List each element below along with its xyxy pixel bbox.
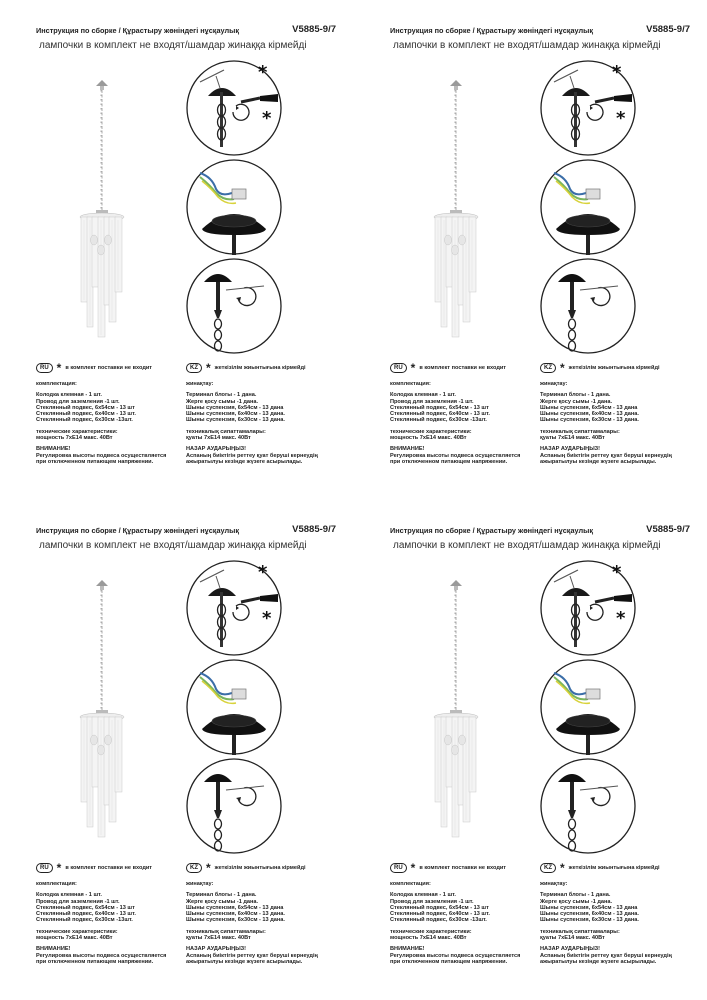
warning-line: при отключенном питающем напряжении. bbox=[390, 958, 508, 965]
bulbs-not-included-note: лампочки в комплект не входят/шамдар жинаққа кірмейді bbox=[393, 40, 661, 51]
warning-heading: ВНИМАНИЕ! bbox=[390, 446, 425, 453]
figure-2 bbox=[186, 159, 282, 255]
kit-item: Шыны суспензия, 6х30см - 13 дана. bbox=[540, 917, 639, 924]
kit-item: Шыны суспензия, 6х30см - 13 дана. bbox=[540, 417, 639, 424]
instruction-sheet bbox=[0, 500, 353, 1000]
figure-star: * bbox=[616, 608, 626, 629]
warning-line: при отключенном питающем напряжении. bbox=[36, 958, 154, 965]
specs-value: мощность 7хЕ14 макс. 40Вт bbox=[390, 435, 467, 442]
figure-star: * bbox=[262, 608, 272, 629]
warning-heading: ВНИМАНИЕ! bbox=[36, 946, 71, 953]
chandelier-icon bbox=[70, 80, 170, 340]
warning-line: Регулировка высоты подвеса осуществляется bbox=[36, 452, 167, 459]
figure-star: * bbox=[616, 108, 626, 129]
wiring-terminal-icon bbox=[186, 659, 282, 755]
kit-item: Стеклянный подвес, 6х54см - 13 шт bbox=[390, 904, 489, 911]
kit-item: Стеклянный подвес, 6х30см -13шт. bbox=[390, 417, 487, 424]
specs-heading: технические характеристики: bbox=[36, 928, 118, 935]
kz-column bbox=[540, 863, 672, 965]
kit-item: Колодка клемная - 1 шт. bbox=[36, 392, 102, 399]
page-title: Инструкция по сборке / Құрастыру жөніндегі нұсқаулық bbox=[36, 26, 239, 35]
specs-value: мощность 7хЕ14 макс. 40Вт bbox=[390, 935, 467, 942]
instruction-sheet bbox=[354, 500, 707, 1000]
kit-item: Шыны суспензия, 6х54см - 13 дана bbox=[540, 904, 638, 911]
chandelier-icon bbox=[424, 80, 524, 340]
kit-item: Колодка клемная - 1 шт. bbox=[390, 392, 456, 399]
specs-heading: технические характеристики: bbox=[390, 428, 472, 435]
kz-column bbox=[186, 863, 318, 965]
figure-star: * bbox=[258, 562, 268, 583]
figure-1 bbox=[186, 60, 282, 156]
chandelier-illustration bbox=[70, 580, 170, 840]
warning-heading: ВНИМАНИЕ! bbox=[390, 946, 425, 953]
warning-line: ажыратылуы кезінде жүзеге асырылады. bbox=[540, 458, 657, 465]
canopy-mounting-icon bbox=[540, 258, 636, 354]
bulbs-not-included-note: лампочки в комплект не входят/шамдар жинаққа кірмейді bbox=[39, 540, 307, 551]
model-number: V5885-9/7 bbox=[292, 524, 336, 535]
specs-value: мощность 7хЕ14 макс. 40Вт bbox=[36, 435, 113, 442]
warning-heading: НАЗАР АУДАРЫҢЫЗ! bbox=[540, 446, 601, 453]
warning-line: при отключенном питающем напряжении. bbox=[390, 458, 508, 465]
kit-heading: комплектация: bbox=[390, 881, 431, 887]
warning-line: Аспаның биіктігін реттеу қуат беруші кернеудің bbox=[540, 452, 672, 459]
warning-line: при отключенном питающем напряжении. bbox=[36, 458, 154, 465]
header-row bbox=[390, 526, 690, 538]
not-included-star: * bbox=[56, 861, 62, 875]
header-row bbox=[36, 26, 336, 38]
figure-star: * bbox=[262, 108, 272, 129]
warning-line: Аспаның биіктігін реттеу қуат беруші кернеудің bbox=[186, 452, 318, 459]
kit-item: Шыны суспензия, 6х30см - 13 дана. bbox=[186, 417, 285, 424]
kit-heading: комплектация: bbox=[36, 881, 77, 887]
chandelier-illustration bbox=[424, 80, 524, 340]
model-number: V5885-9/7 bbox=[646, 524, 690, 535]
not-included-note: в комплект поставки не входит bbox=[65, 864, 153, 871]
bulbs-not-included-note: лампочки в комплект не входят/шамдар жинаққа кірмейді bbox=[39, 40, 307, 51]
wiring-terminal-icon bbox=[540, 159, 636, 255]
ceiling-canopy-screwdriver-icon bbox=[186, 560, 282, 656]
figure-3 bbox=[186, 758, 282, 854]
canopy-mounting-icon bbox=[186, 758, 282, 854]
figure-2 bbox=[540, 159, 636, 255]
figure-star: * bbox=[612, 62, 622, 83]
not-included-note: в комплект поставки не входит bbox=[419, 864, 507, 871]
warning-line: Регулировка высоты подвеса осуществляется bbox=[390, 452, 521, 459]
warning-line: Регулировка высоты подвеса осуществляется bbox=[390, 952, 521, 959]
model-number: V5885-9/7 bbox=[646, 24, 690, 35]
specs-heading: техникалық сипаттамалары: bbox=[540, 428, 620, 435]
warning-line: ажыратылуы кезінде жүзеге асырылады. bbox=[186, 458, 303, 465]
kit-item: Жерге қосу сымы -1 дана. bbox=[540, 898, 613, 905]
wiring-terminal-icon bbox=[186, 159, 282, 255]
warning-heading: ВНИМАНИЕ! bbox=[36, 446, 71, 453]
not-included-note: жеткізілім жиынтығына кірмейді bbox=[214, 364, 306, 371]
figure-3 bbox=[186, 258, 282, 354]
wiring-terminal-icon bbox=[540, 659, 636, 755]
not-included-star: * bbox=[560, 361, 565, 375]
kit-item: Шыны суспензия, 6х40см - 13 дана. bbox=[186, 411, 285, 418]
figure-3 bbox=[540, 758, 636, 854]
chandelier-illustration bbox=[424, 580, 524, 840]
kit-item: Стеклянный подвес, 6х30см -13шт. bbox=[390, 917, 487, 924]
not-included-star: * bbox=[410, 861, 416, 875]
kit-item: Жерге қосу сымы -1 дана. bbox=[186, 398, 259, 405]
not-included-star: * bbox=[560, 861, 565, 875]
kit-item: Стеклянный подвес, 6х40см - 13 шт. bbox=[36, 911, 136, 918]
specs-value: қуаты 7хЕ14 макс. 40Вт bbox=[186, 435, 251, 442]
page-title: Инструкция по сборке / Құрастыру жөніндегі нұсқаулық bbox=[390, 526, 593, 535]
figure-star: * bbox=[612, 562, 622, 583]
bulbs-not-included-note: лампочки в комплект не входят/шамдар жинаққа кірмейді bbox=[393, 540, 661, 551]
warning-line: ажыратылуы кезінде жүзеге асырылады. bbox=[540, 958, 657, 965]
specs-value: қуаты 7хЕ14 макс. 40Вт bbox=[540, 435, 605, 442]
not-included-star: * bbox=[206, 861, 211, 875]
page-title: Инструкция по сборке / Құрастыру жөніндегі нұсқаулық bbox=[36, 526, 239, 535]
kit-item: Провод для заземления -1 шт. bbox=[390, 898, 474, 905]
kit-item: Терминал блогы - 1 дана. bbox=[540, 892, 611, 899]
kit-item: Шыны суспензия, 6х54см - 13 дана bbox=[186, 904, 284, 911]
kit-item: Стеклянный подвес, 6х54см - 13 шт bbox=[36, 404, 135, 411]
not-included-note: жеткізілім жиынтығына кірмейді bbox=[568, 364, 660, 371]
kit-item: Колодка клемная - 1 шт. bbox=[36, 892, 102, 899]
not-included-note: жеткізілім жиынтығына кірмейді bbox=[568, 864, 660, 871]
not-included-note: жеткізілім жиынтығына кірмейді bbox=[214, 864, 306, 871]
specs-heading: техникалық сипаттамалары: bbox=[186, 428, 266, 435]
kit-item: Терминал блогы - 1 дана. bbox=[186, 392, 257, 399]
specs-value: қуаты 7хЕ14 макс. 40Вт bbox=[540, 935, 605, 942]
kit-heading: комплектация: bbox=[390, 381, 431, 387]
lang-badge-kz: KZ bbox=[186, 863, 202, 873]
not-included-note: в комплект поставки не входит bbox=[65, 364, 153, 371]
lang-badge-kz: KZ bbox=[540, 863, 556, 873]
canopy-mounting-icon bbox=[540, 758, 636, 854]
chandelier-icon bbox=[70, 580, 170, 840]
figure-3 bbox=[540, 258, 636, 354]
lang-badge-kz: KZ bbox=[540, 363, 556, 373]
lang-badge-ru: RU bbox=[390, 363, 407, 373]
lang-badge-ru: RU bbox=[390, 863, 407, 873]
kit-item: Провод для заземления -1 шт. bbox=[36, 898, 120, 905]
kit-heading: комплектация: bbox=[36, 381, 77, 387]
specs-heading: техникалық сипаттамалары: bbox=[186, 928, 266, 935]
warning-line: Аспаның биіктігін реттеу қуат беруші кернеудің bbox=[540, 952, 672, 959]
kit-item: Терминал блогы - 1 дана. bbox=[186, 892, 257, 899]
model-number: V5885-9/7 bbox=[292, 24, 336, 35]
kit-item: Шыны суспензия, 6х54см - 13 дана bbox=[186, 404, 284, 411]
ru-column bbox=[390, 363, 520, 465]
specs-value: қуаты 7хЕ14 макс. 40Вт bbox=[186, 935, 251, 942]
kit-item: Жерге қосу сымы -1 дана. bbox=[540, 398, 613, 405]
kit-item: Жерге қосу сымы -1 дана. bbox=[186, 898, 259, 905]
not-included-star: * bbox=[206, 361, 211, 375]
ceiling-canopy-screwdriver-icon bbox=[540, 60, 636, 156]
specs-value: мощность 7хЕ14 макс. 40Вт bbox=[36, 935, 113, 942]
kit-item: Шыны суспензия, 6х40см - 13 дана. bbox=[186, 911, 285, 918]
kit-item: Провод для заземления -1 шт. bbox=[36, 398, 120, 405]
kit-item: Стеклянный подвес, 6х40см - 13 шт. bbox=[390, 911, 490, 918]
chandelier-illustration bbox=[70, 80, 170, 340]
lang-badge-ru: RU bbox=[36, 363, 53, 373]
kit-item: Шыны суспензия, 6х40см - 13 дана. bbox=[540, 911, 639, 918]
warning-line: Регулировка высоты подвеса осуществляется bbox=[36, 952, 167, 959]
warning-line: Аспаның биіктігін реттеу қуат беруші кернеудің bbox=[186, 952, 318, 959]
warning-heading: НАЗАР АУДАРЫҢЫЗ! bbox=[186, 946, 247, 953]
figure-2 bbox=[186, 659, 282, 755]
kit-item: Шыны суспензия, 6х30см - 13 дана. bbox=[186, 917, 285, 924]
kit-heading: жинақтау: bbox=[186, 881, 214, 887]
chandelier-icon bbox=[424, 580, 524, 840]
lang-badge-kz: KZ bbox=[186, 363, 202, 373]
header-row bbox=[36, 526, 336, 538]
ceiling-canopy-screwdriver-icon bbox=[186, 60, 282, 156]
ru-column bbox=[390, 863, 520, 965]
kit-item: Терминал блогы - 1 дана. bbox=[540, 392, 611, 399]
not-included-star: * bbox=[56, 361, 62, 375]
kit-item: Шыны суспензия, 6х54см - 13 дана bbox=[540, 404, 638, 411]
ceiling-canopy-screwdriver-icon bbox=[540, 560, 636, 656]
figure-2 bbox=[540, 659, 636, 755]
kz-column bbox=[540, 363, 672, 465]
ru-column bbox=[36, 363, 166, 465]
not-included-note: в комплект поставки не входит bbox=[419, 364, 507, 371]
kit-item: Колодка клемная - 1 шт. bbox=[390, 892, 456, 899]
kit-item: Стеклянный подвес, 6х40см - 13 шт. bbox=[390, 411, 490, 418]
warning-line: ажыратылуы кезінде жүзеге асырылады. bbox=[186, 958, 303, 965]
kit-item: Провод для заземления -1 шт. bbox=[390, 398, 474, 405]
kit-item: Шыны суспензия, 6х40см - 13 дана. bbox=[540, 411, 639, 418]
ru-column bbox=[36, 863, 166, 965]
specs-heading: технические характеристики: bbox=[36, 428, 118, 435]
header-row bbox=[390, 26, 690, 38]
figure-1 bbox=[186, 560, 282, 656]
warning-heading: НАЗАР АУДАРЫҢЫЗ! bbox=[540, 946, 601, 953]
figure-1 bbox=[540, 560, 636, 656]
specs-heading: технические характеристики: bbox=[390, 928, 472, 935]
figure-star: * bbox=[258, 62, 268, 83]
kz-column bbox=[186, 363, 318, 465]
page-title: Инструкция по сборке / Құрастыру жөніндегі нұсқаулық bbox=[390, 26, 593, 35]
kit-heading: жинақтау: bbox=[186, 381, 214, 387]
instruction-sheet bbox=[354, 0, 707, 500]
lang-badge-ru: RU bbox=[36, 863, 53, 873]
kit-item: Стеклянный подвес, 6х54см - 13 шт bbox=[390, 404, 489, 411]
figure-1 bbox=[540, 60, 636, 156]
warning-heading: НАЗАР АУДАРЫҢЫЗ! bbox=[186, 446, 247, 453]
canopy-mounting-icon bbox=[186, 258, 282, 354]
specs-heading: техникалық сипаттамалары: bbox=[540, 928, 620, 935]
instruction-sheet bbox=[0, 0, 353, 500]
kit-heading: жинақтау: bbox=[540, 881, 568, 887]
not-included-star: * bbox=[410, 361, 416, 375]
kit-heading: жинақтау: bbox=[540, 381, 568, 387]
kit-item: Стеклянный подвес, 6х30см -13шт. bbox=[36, 917, 133, 924]
kit-item: Стеклянный подвес, 6х30см -13шт. bbox=[36, 417, 133, 424]
kit-item: Стеклянный подвес, 6х54см - 13 шт bbox=[36, 904, 135, 911]
kit-item: Стеклянный подвес, 6х40см - 13 шт. bbox=[36, 411, 136, 418]
